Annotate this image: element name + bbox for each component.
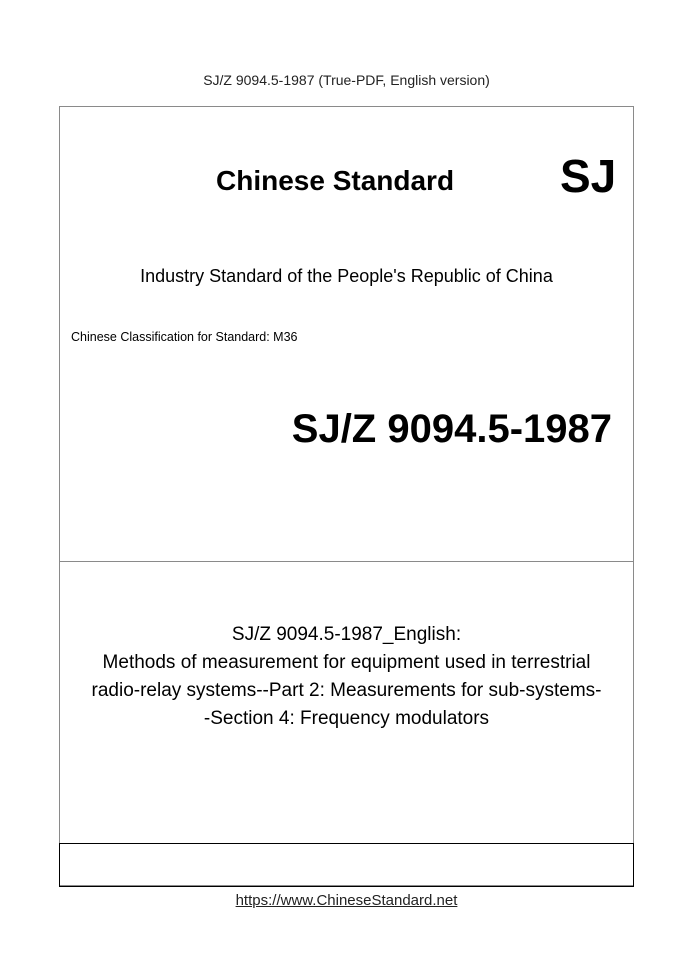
document-title-line: SJ/Z 9094.5-1987_English: — [231, 624, 462, 645]
standard-number: SJ/Z 9094.5-1987 — [291, 407, 612, 451]
document-title — [60, 621, 633, 733]
cover-bottom-panel — [60, 562, 633, 843]
site-link-container — [0, 892, 693, 909]
website-link[interactable]: https://www.ChineseStandard.net — [235, 892, 458, 909]
cover-top-panel — [60, 107, 633, 562]
document-title-line: -Section 4: Frequency modulators — [203, 708, 490, 729]
document-title-line: radio-relay systems--Part 2: Measurements for sub-systems- — [91, 680, 602, 701]
running-header: SJ/Z 9094.5-1987 (True-PDF, English version) — [203, 72, 490, 88]
classification-line: Chinese Classification for Standard: M36 — [71, 330, 298, 344]
industry-standard-line: Industry Standard of the People's Republic of China — [140, 266, 553, 286]
standard-code-mark: SJ — [560, 150, 617, 202]
cover-frame — [59, 106, 634, 886]
document-title-line: Methods of measurement for equipment used in terrestrial — [102, 652, 591, 673]
footer-box — [59, 843, 634, 887]
standard-title: Chinese Standard — [216, 165, 455, 196]
